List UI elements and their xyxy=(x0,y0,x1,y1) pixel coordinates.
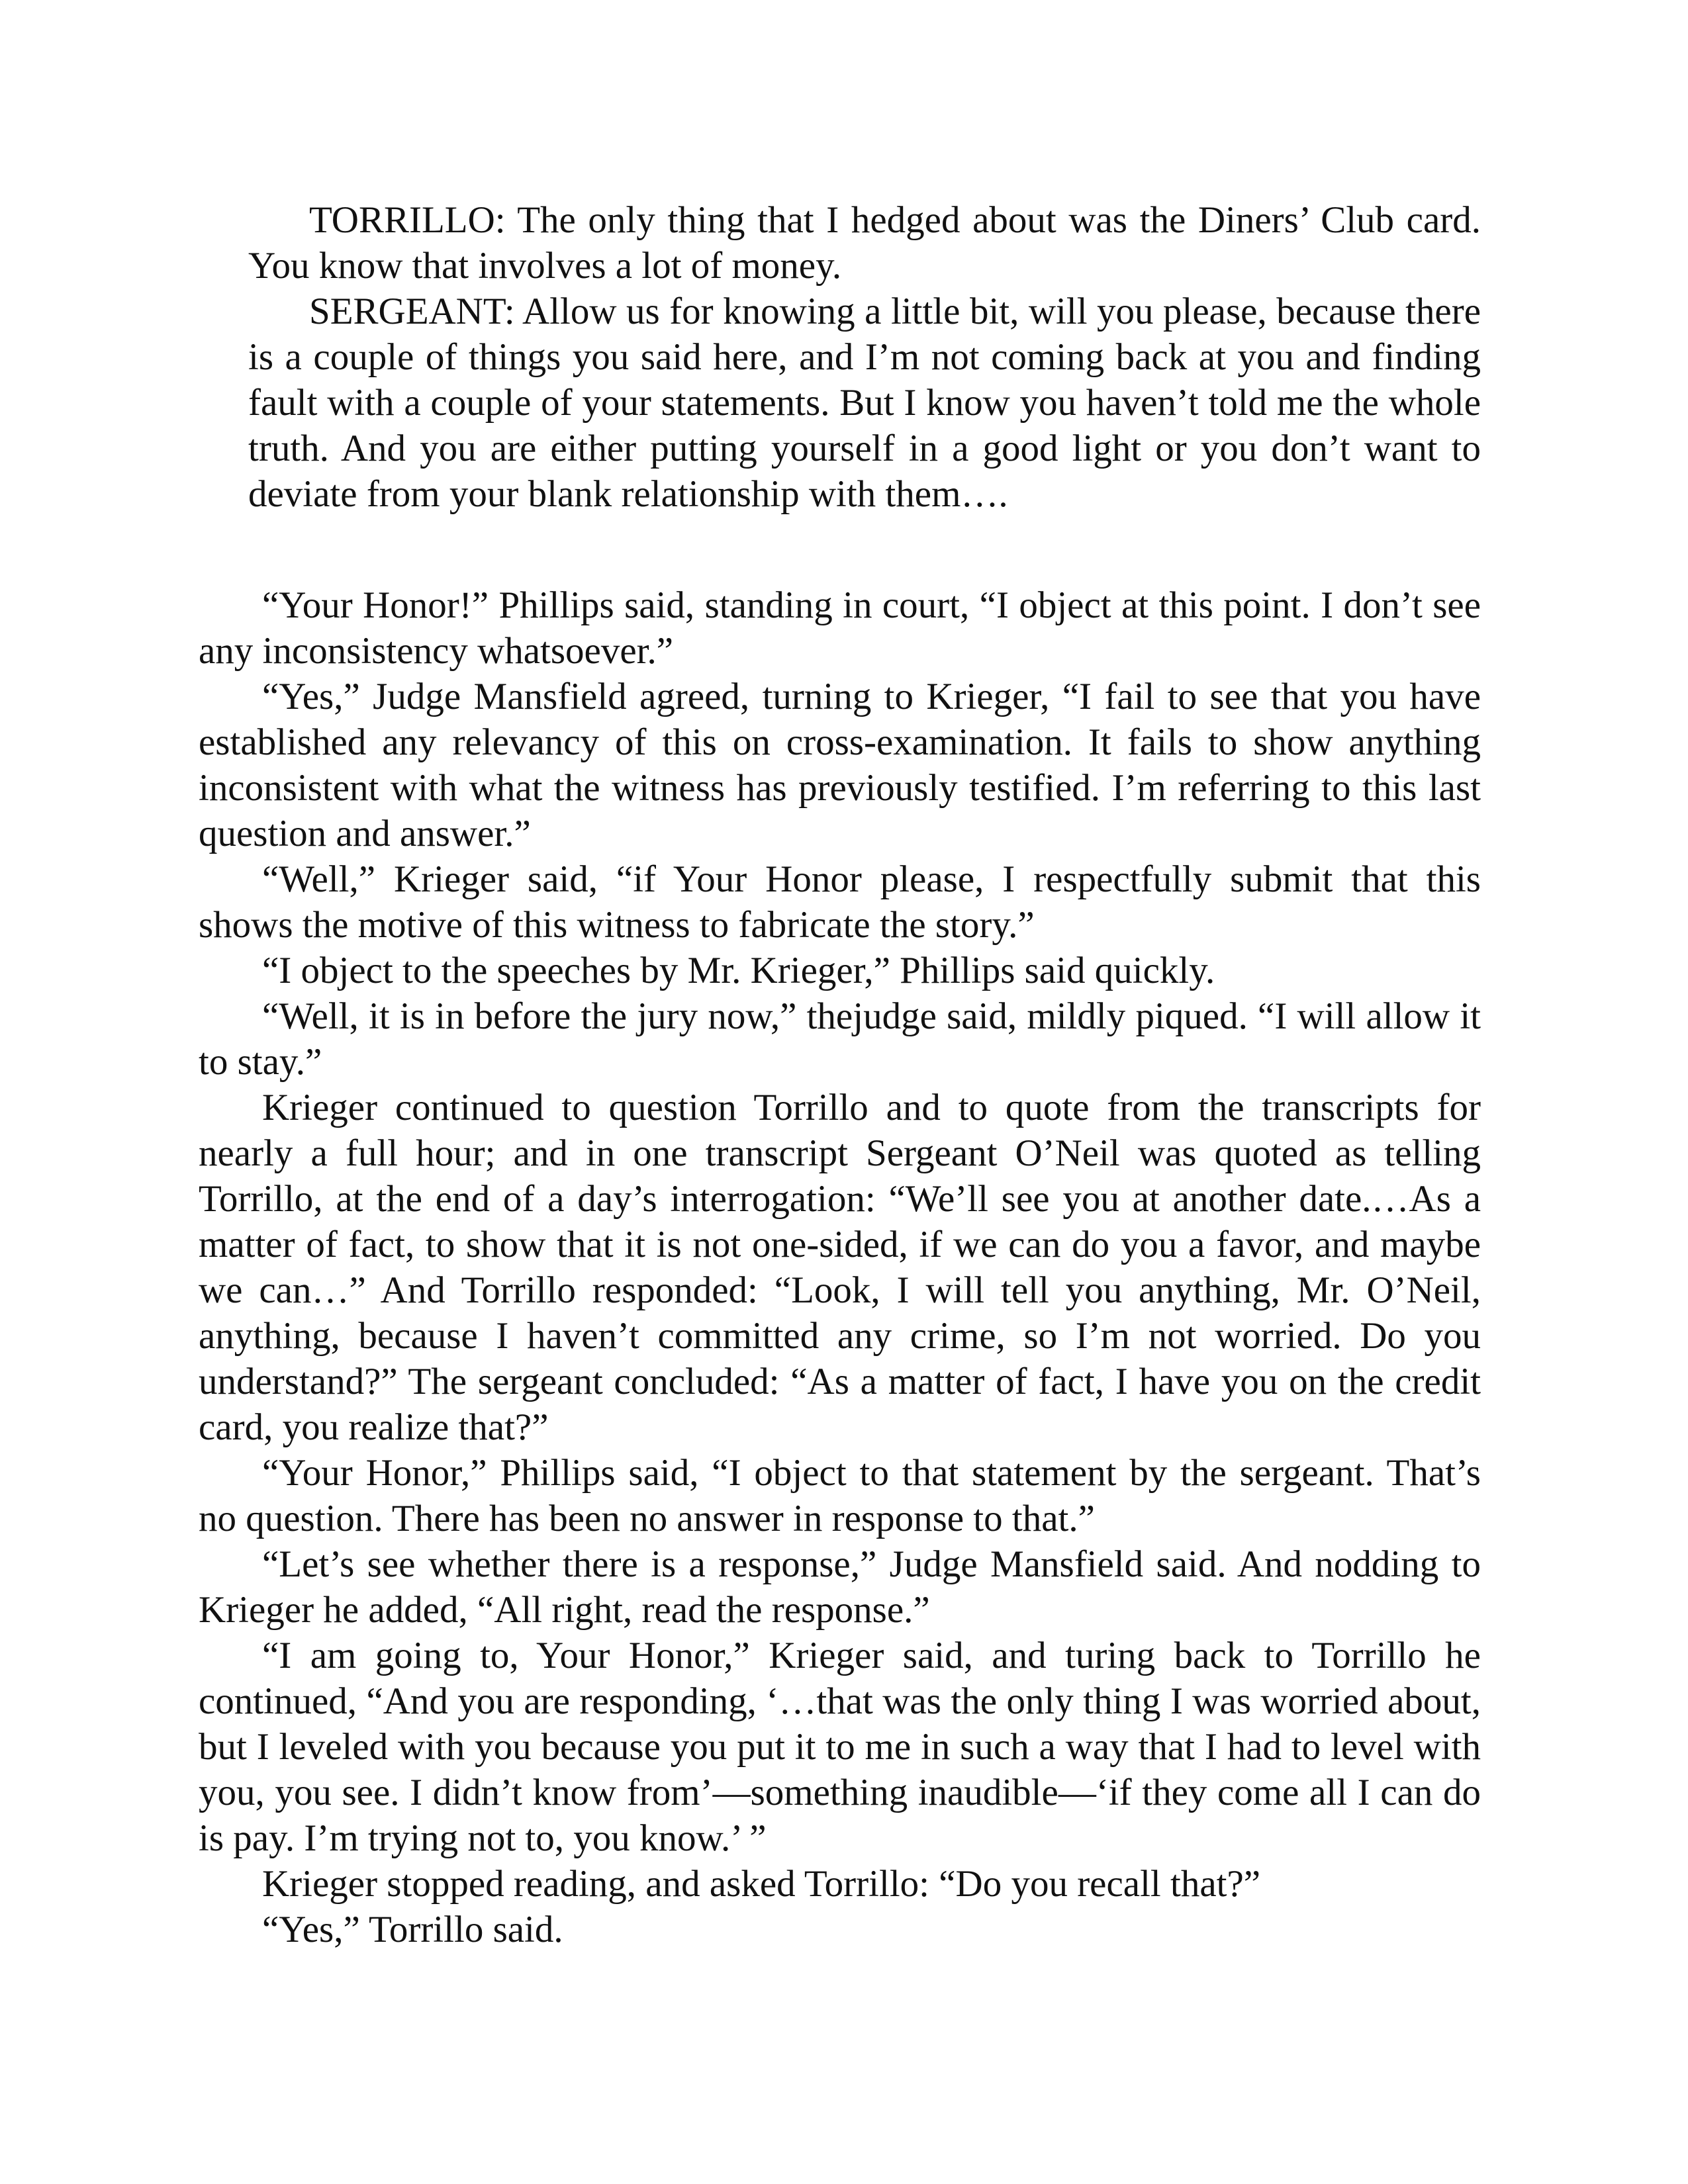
body-paragraph: “Your Honor!” Phillips said, standing in court, “I object at this point. I don’t see any inconsistency whatsoever.” xyxy=(199,584,1481,672)
body-paragraph: “I am going to, Your Honor,” Krieger said, and turing back to Torrillo he continued, “And you are responding, ‘…that was the only thing I was worried about, but I leveled with you because you put it to me in such a way that I had to level with you, you see. I didn’t know from’—something inaudible—‘if they come all I can do is pay. I’m trying not to, you know.’ ” xyxy=(199,1635,1481,1859)
body-paragraph: “Your Honor,” Phillips said, “I object to that statement by the sergeant. That’s no question. There has been no answer in response to that.” xyxy=(199,1452,1481,1539)
body-paragraph: “Yes,” Torrillo said. xyxy=(262,1909,563,1950)
body-paragraph: “Let’s see whether there is a response,” Judge Mansfield said. And nodding to Krieger he added, “All right, read the response.” xyxy=(199,1543,1481,1631)
body-paragraph: “I object to the speeches by Mr. Krieger,” Phillips said quickly. xyxy=(262,950,1215,991)
excerpt-paragraph: SERGEANT: Allow us for knowing a little bit, will you please, because there is a couple of things you said here, and I’m not coming back at you and finding fault with a couple of your statements. But I know you haven’t told me the whole truth. And you are either putting yourself in a good light or you don’t want to deviate from your blank relationship with them…. xyxy=(248,291,1481,515)
body-paragraph: “Well, it is in before the jury now,” thejudge said, mildly piqued. “I will allow it to stay.” xyxy=(199,995,1481,1083)
excerpt-paragraph: TORRILLO: The only thing that I hedged about was the Diners’ Club card. You know that involves a lot of money. xyxy=(248,199,1481,287)
body-paragraph: “Well,” Krieger said, “if Your Honor please, I respectfully submit that this shows the motive of this witness to fabricate the story.” xyxy=(199,858,1481,946)
body-paragraph: Krieger continued to question Torrillo and to quote from the transcripts for nearly a full hour; and in one transcript Sergeant O’Neil was quoted as telling Torrillo, at the end of a day’s interrogation: “We’ll see you at another date.…As a matter of fact, to show that it is not one-sided, if we can do you a favor, and maybe we can…” And Torrillo responded: “Look, I will tell you anything, Mr. O’Neil, anything, because I haven’t committed any crime, so I’m not worried. Do you understand?” The sergeant concluded: “As a matter of fact, I have you on the credit card, you realize that?” xyxy=(199,1087,1481,1448)
body-paragraph: “Yes,” Judge Mansfield agreed, turning to Krieger, “I fail to see that you have established any relevancy of this on cross-examination. It fails to show anything inconsistent with what the witness has previously testified. I’m referring to this last question and answer.” xyxy=(199,676,1481,854)
narrative-text xyxy=(199,582,1481,1952)
transcript-excerpt xyxy=(248,197,1481,517)
body-paragraph: Krieger stopped reading, and asked Torrillo: “Do you recall that?” xyxy=(262,1863,1261,1905)
